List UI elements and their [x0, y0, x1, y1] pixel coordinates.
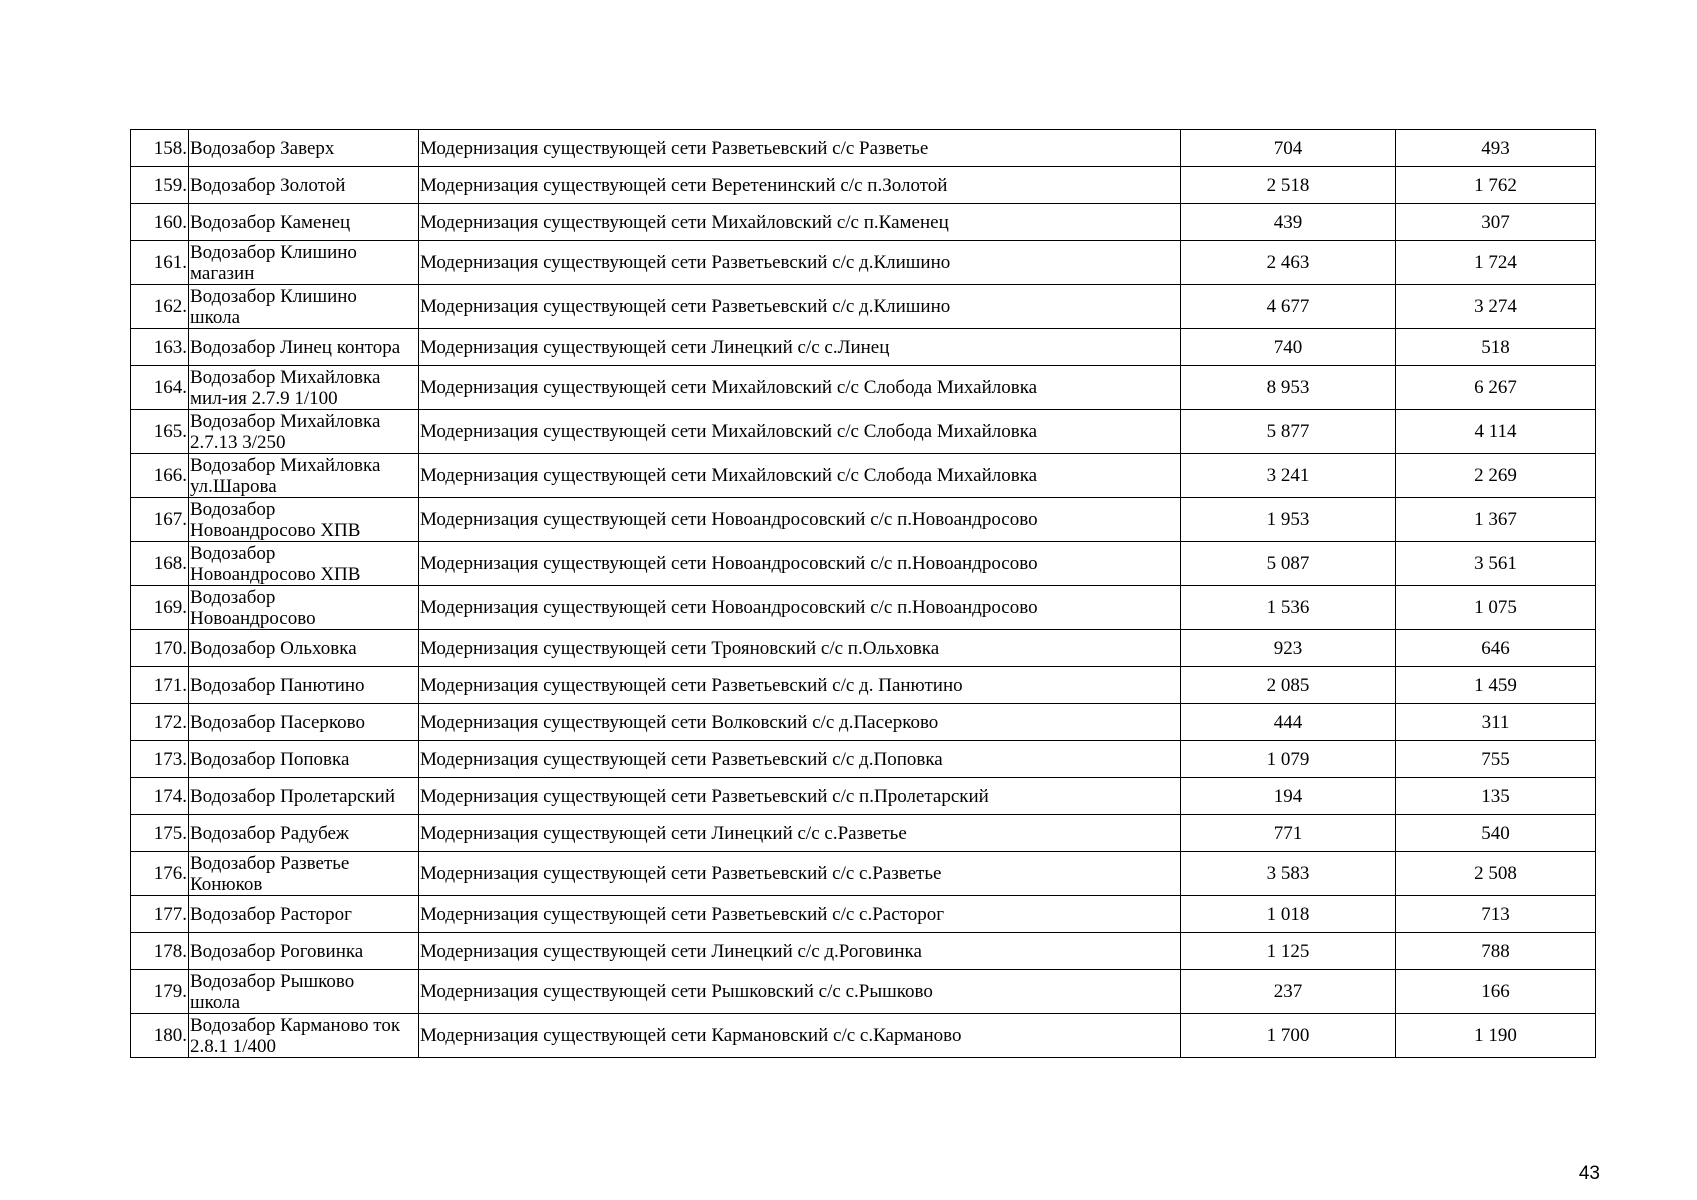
- row-number: 161.: [131, 241, 189, 285]
- table-row: [131, 704, 1596, 741]
- intake-name-line: Водозабор Разветье: [190, 852, 350, 874]
- intake-name: [189, 410, 419, 454]
- intake-name-line: Водозабор: [190, 586, 276, 608]
- intake-name: [189, 454, 419, 498]
- work-description: Модернизация существующей сети Разветьевский с/с с.Разветье: [419, 852, 1181, 896]
- work-description: Модернизация существующей сети Трояновский с/с п.Ольховка: [419, 630, 1181, 667]
- row-number: 164.: [131, 366, 189, 410]
- row-number: 178.: [131, 933, 189, 970]
- value-cell-1: 923: [1181, 630, 1396, 667]
- value-cell-1: 1 700: [1181, 1014, 1396, 1058]
- value-cell-1: 1 079: [1181, 741, 1396, 778]
- value-cell-1: 1 018: [1181, 896, 1396, 933]
- table-row: [131, 852, 1596, 896]
- row-number: 159.: [131, 167, 189, 204]
- value-cell-2: 3 274: [1396, 285, 1596, 329]
- intake-name: [189, 285, 419, 329]
- row-number: 176.: [131, 852, 189, 896]
- value-cell-1: 740: [1181, 329, 1396, 366]
- intake-name-line: Водозабор Клишино: [190, 285, 357, 307]
- intake-name: [189, 586, 419, 630]
- value-cell-2: 311: [1396, 704, 1596, 741]
- data-table: [130, 129, 1596, 1058]
- value-cell-2: 1 367: [1396, 498, 1596, 542]
- row-number: 171.: [131, 667, 189, 704]
- work-description: Модернизация существующей сети Новоандросовский с/с п.Новоандросово: [419, 498, 1181, 542]
- row-number: 166.: [131, 454, 189, 498]
- table-row: [131, 970, 1596, 1014]
- work-description: Модернизация существующей сети Веретенинский с/с п.Золотой: [419, 167, 1181, 204]
- value-cell-2: 166: [1396, 970, 1596, 1014]
- value-cell-1: 1 536: [1181, 586, 1396, 630]
- value-cell-2: 1 190: [1396, 1014, 1596, 1058]
- value-cell-1: 771: [1181, 815, 1396, 852]
- intake-name: [189, 630, 419, 667]
- table-row: [131, 1014, 1596, 1058]
- intake-name: [189, 741, 419, 778]
- work-description: Модернизация существующей сети Разветьевский с/с д.Поповка: [419, 741, 1181, 778]
- intake-name-line: школа: [190, 306, 241, 328]
- value-cell-1: 1 125: [1181, 933, 1396, 970]
- value-cell-2: 540: [1396, 815, 1596, 852]
- work-description: Модернизация существующей сети Кармановский с/с с.Карманово: [419, 1014, 1181, 1058]
- intake-name-line: Водозабор Карманово ток: [190, 1014, 401, 1036]
- value-cell-1: 444: [1181, 704, 1396, 741]
- row-number: 177.: [131, 896, 189, 933]
- intake-name: [189, 498, 419, 542]
- work-description: Модернизация существующей сети Линецкий с/с с.Линец: [419, 329, 1181, 366]
- value-cell-2: 2 508: [1396, 852, 1596, 896]
- intake-name-line: Водозабор Пасерково: [190, 711, 366, 733]
- intake-name: [189, 241, 419, 285]
- intake-name-line: Водозабор Радубеж: [190, 822, 350, 844]
- row-number: 180.: [131, 1014, 189, 1058]
- value-cell-1: 2 518: [1181, 167, 1396, 204]
- value-cell-1: 237: [1181, 970, 1396, 1014]
- intake-name: [189, 1014, 419, 1058]
- value-cell-2: 713: [1396, 896, 1596, 933]
- row-number: 174.: [131, 778, 189, 815]
- table-row: [131, 130, 1596, 167]
- value-cell-1: 2 463: [1181, 241, 1396, 285]
- value-cell-1: 1 953: [1181, 498, 1396, 542]
- intake-name: [189, 778, 419, 815]
- work-description: Модернизация существующей сети Разветьевский с/с п.Пролетарский: [419, 778, 1181, 815]
- value-cell-1: 3 583: [1181, 852, 1396, 896]
- value-cell-1: 5 087: [1181, 542, 1396, 586]
- row-number: 179.: [131, 970, 189, 1014]
- value-cell-2: 1 724: [1396, 241, 1596, 285]
- row-number: 160.: [131, 204, 189, 241]
- value-cell-2: 518: [1396, 329, 1596, 366]
- intake-name: [189, 130, 419, 167]
- work-description: Модернизация существующей сети Михайловский с/с Слобода Михайловка: [419, 366, 1181, 410]
- table-row: [131, 241, 1596, 285]
- intake-name: [189, 366, 419, 410]
- work-description: Модернизация существующей сети Линецкий с/с с.Разветье: [419, 815, 1181, 852]
- value-cell-2: 755: [1396, 741, 1596, 778]
- work-description: Модернизация существующей сети Линецкий с/с д.Роговинка: [419, 933, 1181, 970]
- intake-name: [189, 329, 419, 366]
- intake-name-line: Водозабор Каменец: [190, 211, 351, 233]
- table-row: [131, 815, 1596, 852]
- intake-name-line: Водозабор: [190, 498, 276, 520]
- row-number: 168.: [131, 542, 189, 586]
- row-number: 175.: [131, 815, 189, 852]
- value-cell-2: 1 075: [1396, 586, 1596, 630]
- intake-name-line: Водозабор Поповка: [190, 748, 350, 770]
- row-number: 173.: [131, 741, 189, 778]
- intake-name: [189, 167, 419, 204]
- intake-name-line: Водозабор Золотой: [190, 174, 346, 196]
- work-description: Модернизация существующей сети Новоандросовский с/с п.Новоандросово: [419, 586, 1181, 630]
- row-number: 165.: [131, 410, 189, 454]
- table-row: [131, 285, 1596, 329]
- value-cell-1: 5 877: [1181, 410, 1396, 454]
- table-row: [131, 586, 1596, 630]
- intake-name-line: Водозабор Михайловка: [190, 366, 381, 388]
- intake-name-line: Водозабор Панютино: [190, 674, 365, 696]
- table-row: [131, 329, 1596, 366]
- table-row: [131, 933, 1596, 970]
- intake-name-line: мил-ия 2.7.9 1/100: [190, 387, 338, 409]
- value-cell-1: 3 241: [1181, 454, 1396, 498]
- row-number: 163.: [131, 329, 189, 366]
- table-row: [131, 204, 1596, 241]
- intake-name: [189, 970, 419, 1014]
- value-cell-2: 1 459: [1396, 667, 1596, 704]
- row-number: 169.: [131, 586, 189, 630]
- row-number: 158.: [131, 130, 189, 167]
- page-number: 43: [1578, 1163, 1600, 1184]
- intake-name-line: Водозабор Пролетарский: [190, 785, 396, 807]
- value-cell-2: 6 267: [1396, 366, 1596, 410]
- work-description: Модернизация существующей сети Разветьевский с/с д.Клишино: [419, 241, 1181, 285]
- value-cell-2: 3 561: [1396, 542, 1596, 586]
- value-cell-2: 788: [1396, 933, 1596, 970]
- intake-name-line: Водозабор Ольховка: [190, 637, 357, 659]
- intake-name-line: Водозабор Михайловка: [190, 410, 381, 432]
- intake-name-line: Конюков: [190, 873, 263, 895]
- value-cell-1: 704: [1181, 130, 1396, 167]
- work-description: Модернизация существующей сети Рышковский с/с с.Рышково: [419, 970, 1181, 1014]
- intake-name: [189, 815, 419, 852]
- value-cell-2: 493: [1396, 130, 1596, 167]
- row-number: 162.: [131, 285, 189, 329]
- work-description: Модернизация существующей сети Разветьевский с/с д.Клишино: [419, 285, 1181, 329]
- intake-name-line: 2.7.13 3/250: [190, 431, 286, 453]
- work-description: Модернизация существующей сети Разветьевский с/с Разветье: [419, 130, 1181, 167]
- table-row: [131, 778, 1596, 815]
- work-description: Модернизация существующей сети Разветьевский с/с д. Панютино: [419, 667, 1181, 704]
- table-row: [131, 410, 1596, 454]
- table-row: [131, 366, 1596, 410]
- value-cell-1: 4 677: [1181, 285, 1396, 329]
- value-cell-2: 646: [1396, 630, 1596, 667]
- intake-name-line: магазин: [190, 262, 255, 284]
- value-cell-2: 307: [1396, 204, 1596, 241]
- table-row: [131, 454, 1596, 498]
- table-row: [131, 896, 1596, 933]
- table-row: [131, 741, 1596, 778]
- value-cell-1: 194: [1181, 778, 1396, 815]
- intake-name: [189, 204, 419, 241]
- row-number: 172.: [131, 704, 189, 741]
- intake-name-line: Водозабор Роговинка: [190, 940, 364, 962]
- value-cell-2: 4 114: [1396, 410, 1596, 454]
- table-row: [131, 667, 1596, 704]
- intake-name-line: Новоандросово ХПВ: [190, 519, 361, 541]
- table-row: [131, 542, 1596, 586]
- intake-name-line: Водозабор Расторог: [190, 903, 352, 925]
- work-description: Модернизация существующей сети Волковский с/с д.Пасерково: [419, 704, 1181, 741]
- row-number: 170.: [131, 630, 189, 667]
- work-description: Модернизация существующей сети Михайловский с/с Слобода Михайловка: [419, 410, 1181, 454]
- intake-name: [189, 896, 419, 933]
- work-description: Модернизация существующей сети Михайловский с/с п.Каменец: [419, 204, 1181, 241]
- table-row: [131, 167, 1596, 204]
- intake-name: [189, 704, 419, 741]
- intake-name-line: Водозабор Клишино: [190, 241, 357, 263]
- intake-name: [189, 852, 419, 896]
- intake-name-line: Водозабор Линец контора: [190, 336, 401, 358]
- intake-name-line: Водозабор: [190, 542, 276, 564]
- value-cell-2: 1 762: [1396, 167, 1596, 204]
- intake-name-line: Водозабор Заверх: [190, 137, 335, 159]
- value-cell-1: 8 953: [1181, 366, 1396, 410]
- intake-name: [189, 667, 419, 704]
- intake-name-line: Новоандросово: [190, 607, 316, 629]
- row-number: 167.: [131, 498, 189, 542]
- table-row: [131, 498, 1596, 542]
- intake-name-line: 2.8.1 1/400: [190, 1035, 277, 1057]
- table-row: [131, 630, 1596, 667]
- value-cell-2: 2 269: [1396, 454, 1596, 498]
- intake-name-line: школа: [190, 991, 241, 1013]
- intake-name-line: Водозабор Михайловка: [190, 454, 381, 476]
- work-description: Модернизация существующей сети Новоандросовский с/с п.Новоандросово: [419, 542, 1181, 586]
- intake-name-line: Водозабор Рышково: [190, 970, 355, 992]
- value-cell-1: 439: [1181, 204, 1396, 241]
- work-description: Модернизация существующей сети Разветьевский с/с с.Расторог: [419, 896, 1181, 933]
- value-cell-1: 2 085: [1181, 667, 1396, 704]
- work-description: Модернизация существующей сети Михайловский с/с Слобода Михайловка: [419, 454, 1181, 498]
- intake-name-line: Новоандросово ХПВ: [190, 563, 361, 585]
- intake-name: [189, 933, 419, 970]
- intake-name: [189, 542, 419, 586]
- value-cell-2: 135: [1396, 778, 1596, 815]
- intake-name-line: ул.Шарова: [190, 475, 277, 497]
- table-body: [131, 130, 1596, 1058]
